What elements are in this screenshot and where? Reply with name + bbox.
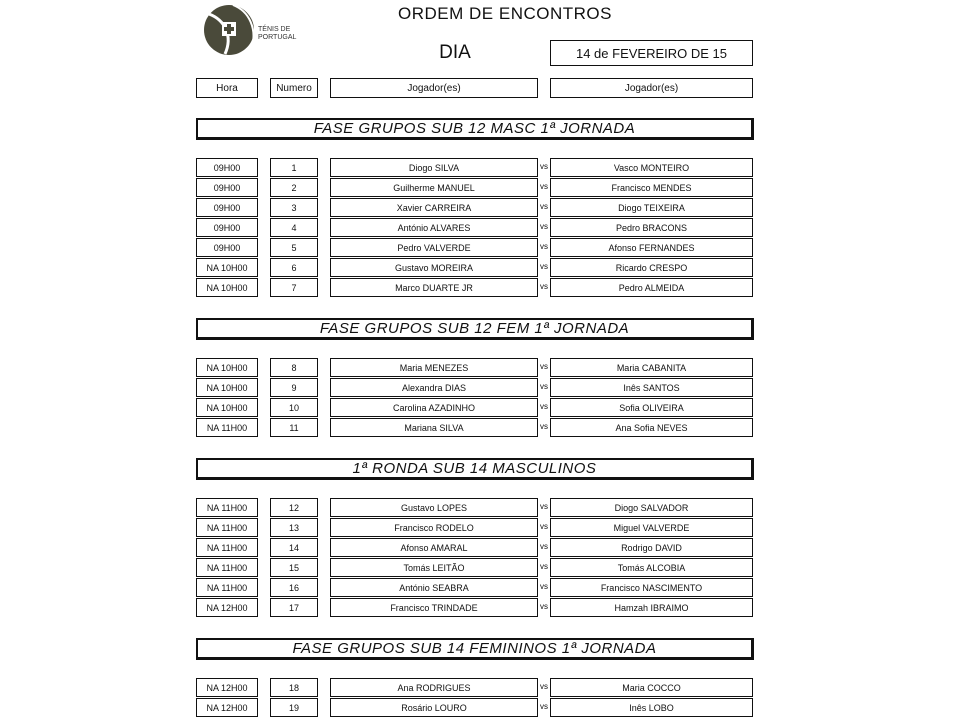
- player-1: Tomás LEITÃO: [330, 558, 538, 577]
- vs-label: vs: [540, 422, 548, 431]
- match-number: 18: [270, 678, 318, 697]
- match-number: 12: [270, 498, 318, 517]
- match-time: 09H00: [196, 238, 258, 257]
- match-number: 9: [270, 378, 318, 397]
- match-time: 09H00: [196, 158, 258, 177]
- match-time: NA 12H00: [196, 678, 258, 697]
- vs-label: vs: [540, 602, 548, 611]
- match-number: 6: [270, 258, 318, 277]
- vs-label: vs: [540, 202, 548, 211]
- tennis-ball-icon: [203, 2, 259, 58]
- day-label: DIA: [439, 42, 471, 63]
- match-number: 16: [270, 578, 318, 597]
- player-1: Mariana SILVA: [330, 418, 538, 437]
- match-number: 17: [270, 598, 318, 617]
- section-header: 1ª RONDA SUB 14 MASCULINOS: [196, 458, 754, 480]
- vs-label: vs: [540, 282, 548, 291]
- page-title: ORDEM DE ENCONTROS: [398, 4, 612, 23]
- date-field: 14 de FEVEREIRO DE 15: [550, 40, 753, 66]
- player-2: Miguel VALVERDE: [550, 518, 753, 537]
- match-time: NA 11H00: [196, 518, 258, 537]
- match-number: 5: [270, 238, 318, 257]
- vs-label: vs: [540, 702, 548, 711]
- match-number: 1: [270, 158, 318, 177]
- tenis-de-portugal-logo: [203, 2, 308, 56]
- match-time: NA 10H00: [196, 258, 258, 277]
- column-header-jogador-1: Jogador(es): [330, 78, 538, 98]
- player-2: Pedro ALMEIDA: [550, 278, 753, 297]
- column-header-hora: Hora: [196, 78, 258, 98]
- vs-label: vs: [540, 402, 548, 411]
- vs-label: vs: [540, 582, 548, 591]
- match-time: NA 12H00: [196, 598, 258, 617]
- player-1: Pedro VALVERDE: [330, 238, 538, 257]
- player-2: Rodrigo DAVID: [550, 538, 753, 557]
- player-2: Ricardo CRESPO: [550, 258, 753, 277]
- match-number: 15: [270, 558, 318, 577]
- vs-label: vs: [540, 362, 548, 371]
- vs-label: vs: [540, 542, 548, 551]
- player-1: Gustavo MOREIRA: [330, 258, 538, 277]
- match-time: NA 10H00: [196, 358, 258, 377]
- player-2: Pedro BRACONS: [550, 218, 753, 237]
- player-1: Xavier CARREIRA: [330, 198, 538, 217]
- player-1: Alexandra DIAS: [330, 378, 538, 397]
- player-2: Diogo SALVADOR: [550, 498, 753, 517]
- match-number: 11: [270, 418, 318, 437]
- column-header-jogador-2: Jogador(es): [550, 78, 753, 98]
- match-time: NA 12H00: [196, 698, 258, 717]
- player-2: Francisco NASCIMENTO: [550, 578, 753, 597]
- match-number: 10: [270, 398, 318, 417]
- match-number: 4: [270, 218, 318, 237]
- player-2: Afonso FERNANDES: [550, 238, 753, 257]
- vs-label: vs: [540, 562, 548, 571]
- match-time: 09H00: [196, 198, 258, 217]
- player-1: Marco DUARTE JR: [330, 278, 538, 297]
- vs-label: vs: [540, 522, 548, 531]
- vs-label: vs: [540, 222, 548, 231]
- match-number: 7: [270, 278, 318, 297]
- match-number: 2: [270, 178, 318, 197]
- vs-label: vs: [540, 162, 548, 171]
- match-time: NA 11H00: [196, 538, 258, 557]
- player-2: Hamzah IBRAIMO: [550, 598, 753, 617]
- player-1: Guilherme MANUEL: [330, 178, 538, 197]
- vs-label: vs: [540, 682, 548, 691]
- match-time: NA 10H00: [196, 398, 258, 417]
- vs-label: vs: [540, 182, 548, 191]
- player-1: Afonso AMARAL: [330, 538, 538, 557]
- vs-label: vs: [540, 502, 548, 511]
- match-time: NA 10H00: [196, 278, 258, 297]
- player-1: Rosário LOURO: [330, 698, 538, 717]
- match-time: 09H00: [196, 218, 258, 237]
- player-1: Francisco TRINDADE: [330, 598, 538, 617]
- match-time: NA 11H00: [196, 558, 258, 577]
- player-1: Francisco RODELO: [330, 518, 538, 537]
- player-2: Inês LOBO: [550, 698, 753, 717]
- player-2: Tomás ALCOBIA: [550, 558, 753, 577]
- section-header: FASE GRUPOS SUB 12 MASC 1ª JORNADA: [196, 118, 754, 140]
- player-1: Maria MENEZES: [330, 358, 538, 377]
- player-1: Diogo SILVA: [330, 158, 538, 177]
- player-2: Inês SANTOS: [550, 378, 753, 397]
- player-1: António ALVARES: [330, 218, 538, 237]
- player-2: Vasco MONTEIRO: [550, 158, 753, 177]
- player-1: Carolina AZADINHO: [330, 398, 538, 417]
- player-2: Maria COCCO: [550, 678, 753, 697]
- match-number: 8: [270, 358, 318, 377]
- match-time: 09H00: [196, 178, 258, 197]
- match-number: 13: [270, 518, 318, 537]
- match-time: NA 11H00: [196, 418, 258, 437]
- player-1: António SEABRA: [330, 578, 538, 597]
- logo-text: TÉNIS DE PORTUGAL: [258, 26, 297, 41]
- player-2: Diogo TEIXEIRA: [550, 198, 753, 217]
- match-number: 14: [270, 538, 318, 557]
- section-header: FASE GRUPOS SUB 12 FEM 1ª JORNADA: [196, 318, 754, 340]
- match-number: 19: [270, 698, 318, 717]
- vs-label: vs: [540, 262, 548, 271]
- match-time: NA 10H00: [196, 378, 258, 397]
- player-1: Gustavo LOPES: [330, 498, 538, 517]
- section-header: FASE GRUPOS SUB 14 FEMININOS 1ª JORNADA: [196, 638, 754, 660]
- match-number: 3: [270, 198, 318, 217]
- player-1: Ana RODRIGUES: [330, 678, 538, 697]
- player-2: Maria CABANITA: [550, 358, 753, 377]
- vs-label: vs: [540, 382, 548, 391]
- player-2: Francisco MENDES: [550, 178, 753, 197]
- player-2: Sofia OLIVEIRA: [550, 398, 753, 417]
- match-time: NA 11H00: [196, 498, 258, 517]
- player-2: Ana Sofia NEVES: [550, 418, 753, 437]
- vs-label: vs: [540, 242, 548, 251]
- match-time: NA 11H00: [196, 578, 258, 597]
- column-header-numero: Numero: [270, 78, 318, 98]
